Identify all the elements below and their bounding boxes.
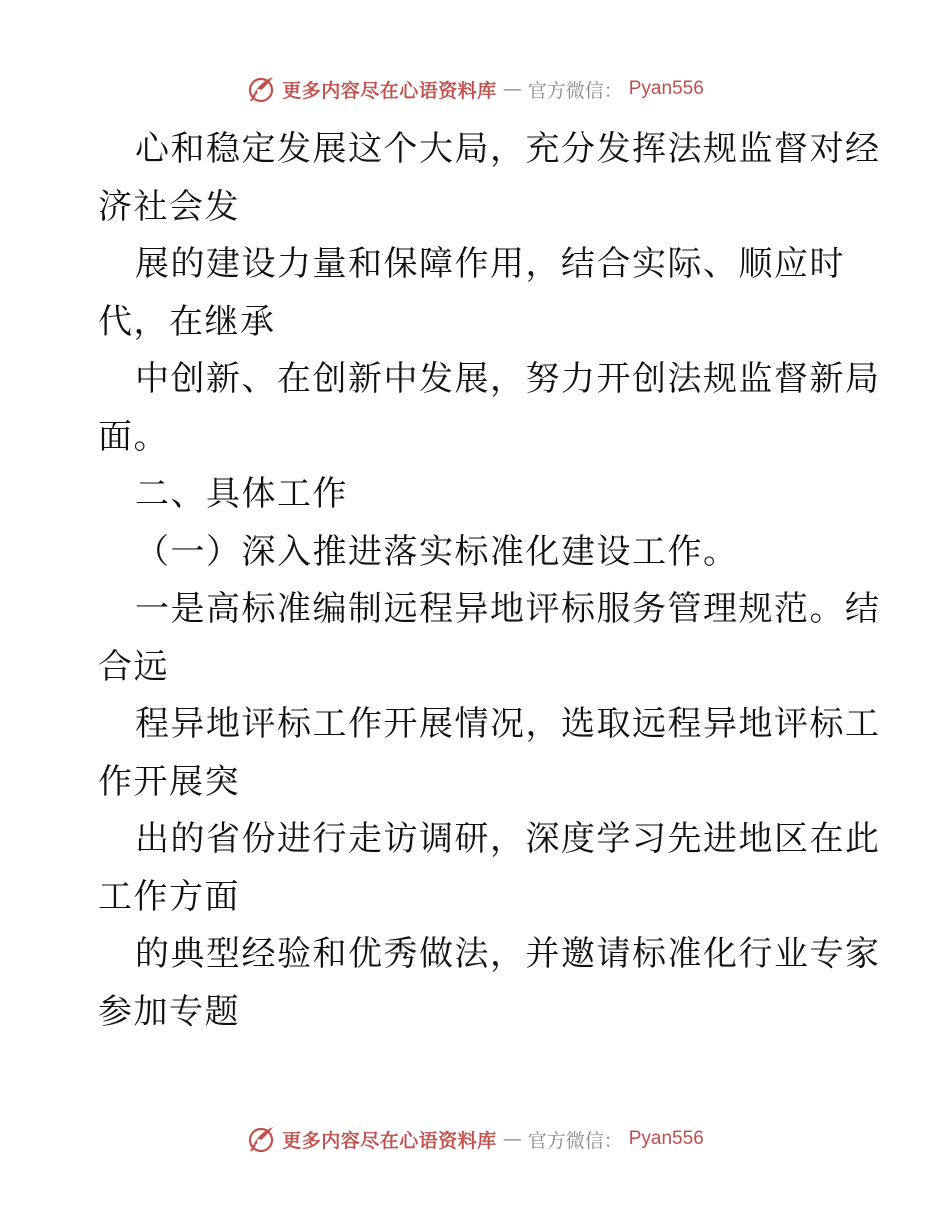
- subsection-heading: （一）深入推进落实标准化建设工作。: [135, 531, 739, 572]
- feather-pen-logo-icon: [246, 1124, 276, 1154]
- body-line: 作开展突: [98, 761, 240, 802]
- body-line: 合远: [98, 646, 169, 687]
- body-line: 程异地评标工作开展情况，选取远程异地评标工: [135, 704, 881, 744]
- body-line: 出的省份进行走访调研，深度学习先进地区在此: [135, 819, 881, 859]
- document-body: [0, 121, 950, 1041]
- banner-wechat-id: Pyan556: [628, 78, 704, 99]
- body-line: 参加专题: [98, 991, 240, 1032]
- banner-site-text: 更多内容尽在心语资料库: [282, 1129, 497, 1152]
- body-line: 展的建设力量和保障作用，结合实际、顺应时: [135, 244, 845, 284]
- header-banner: [0, 72, 950, 106]
- banner-wechat-label: 官方微信：: [527, 79, 623, 102]
- banner-wechat-label: 官方微信：: [527, 1129, 623, 1152]
- banner-separator: —: [502, 78, 522, 100]
- feather-pen-logo-icon: [246, 74, 276, 104]
- body-line: 工作方面: [98, 876, 240, 917]
- section-heading: 二、具体工作: [135, 474, 348, 514]
- body-line: 代，在继承: [98, 301, 276, 342]
- banner-separator: —: [502, 1128, 522, 1150]
- body-line: 心和稳定发展这个大局，充分发挥法规监督对经: [135, 129, 881, 169]
- body-line: 的典型经验和优秀做法，并邀请标准化行业专家: [135, 934, 881, 974]
- body-line: 济社会发: [98, 186, 240, 227]
- body-line: 中创新、在创新中发展，努力开创法规监督新局: [135, 359, 881, 399]
- body-line: 面。: [98, 416, 169, 457]
- banner-wechat-id: Pyan556: [628, 1128, 704, 1149]
- footer-banner: [0, 1122, 950, 1156]
- body-line: 一是高标准编制远程异地评标服务管理规范。结: [135, 589, 881, 629]
- banner-site-text: 更多内容尽在心语资料库: [282, 79, 497, 102]
